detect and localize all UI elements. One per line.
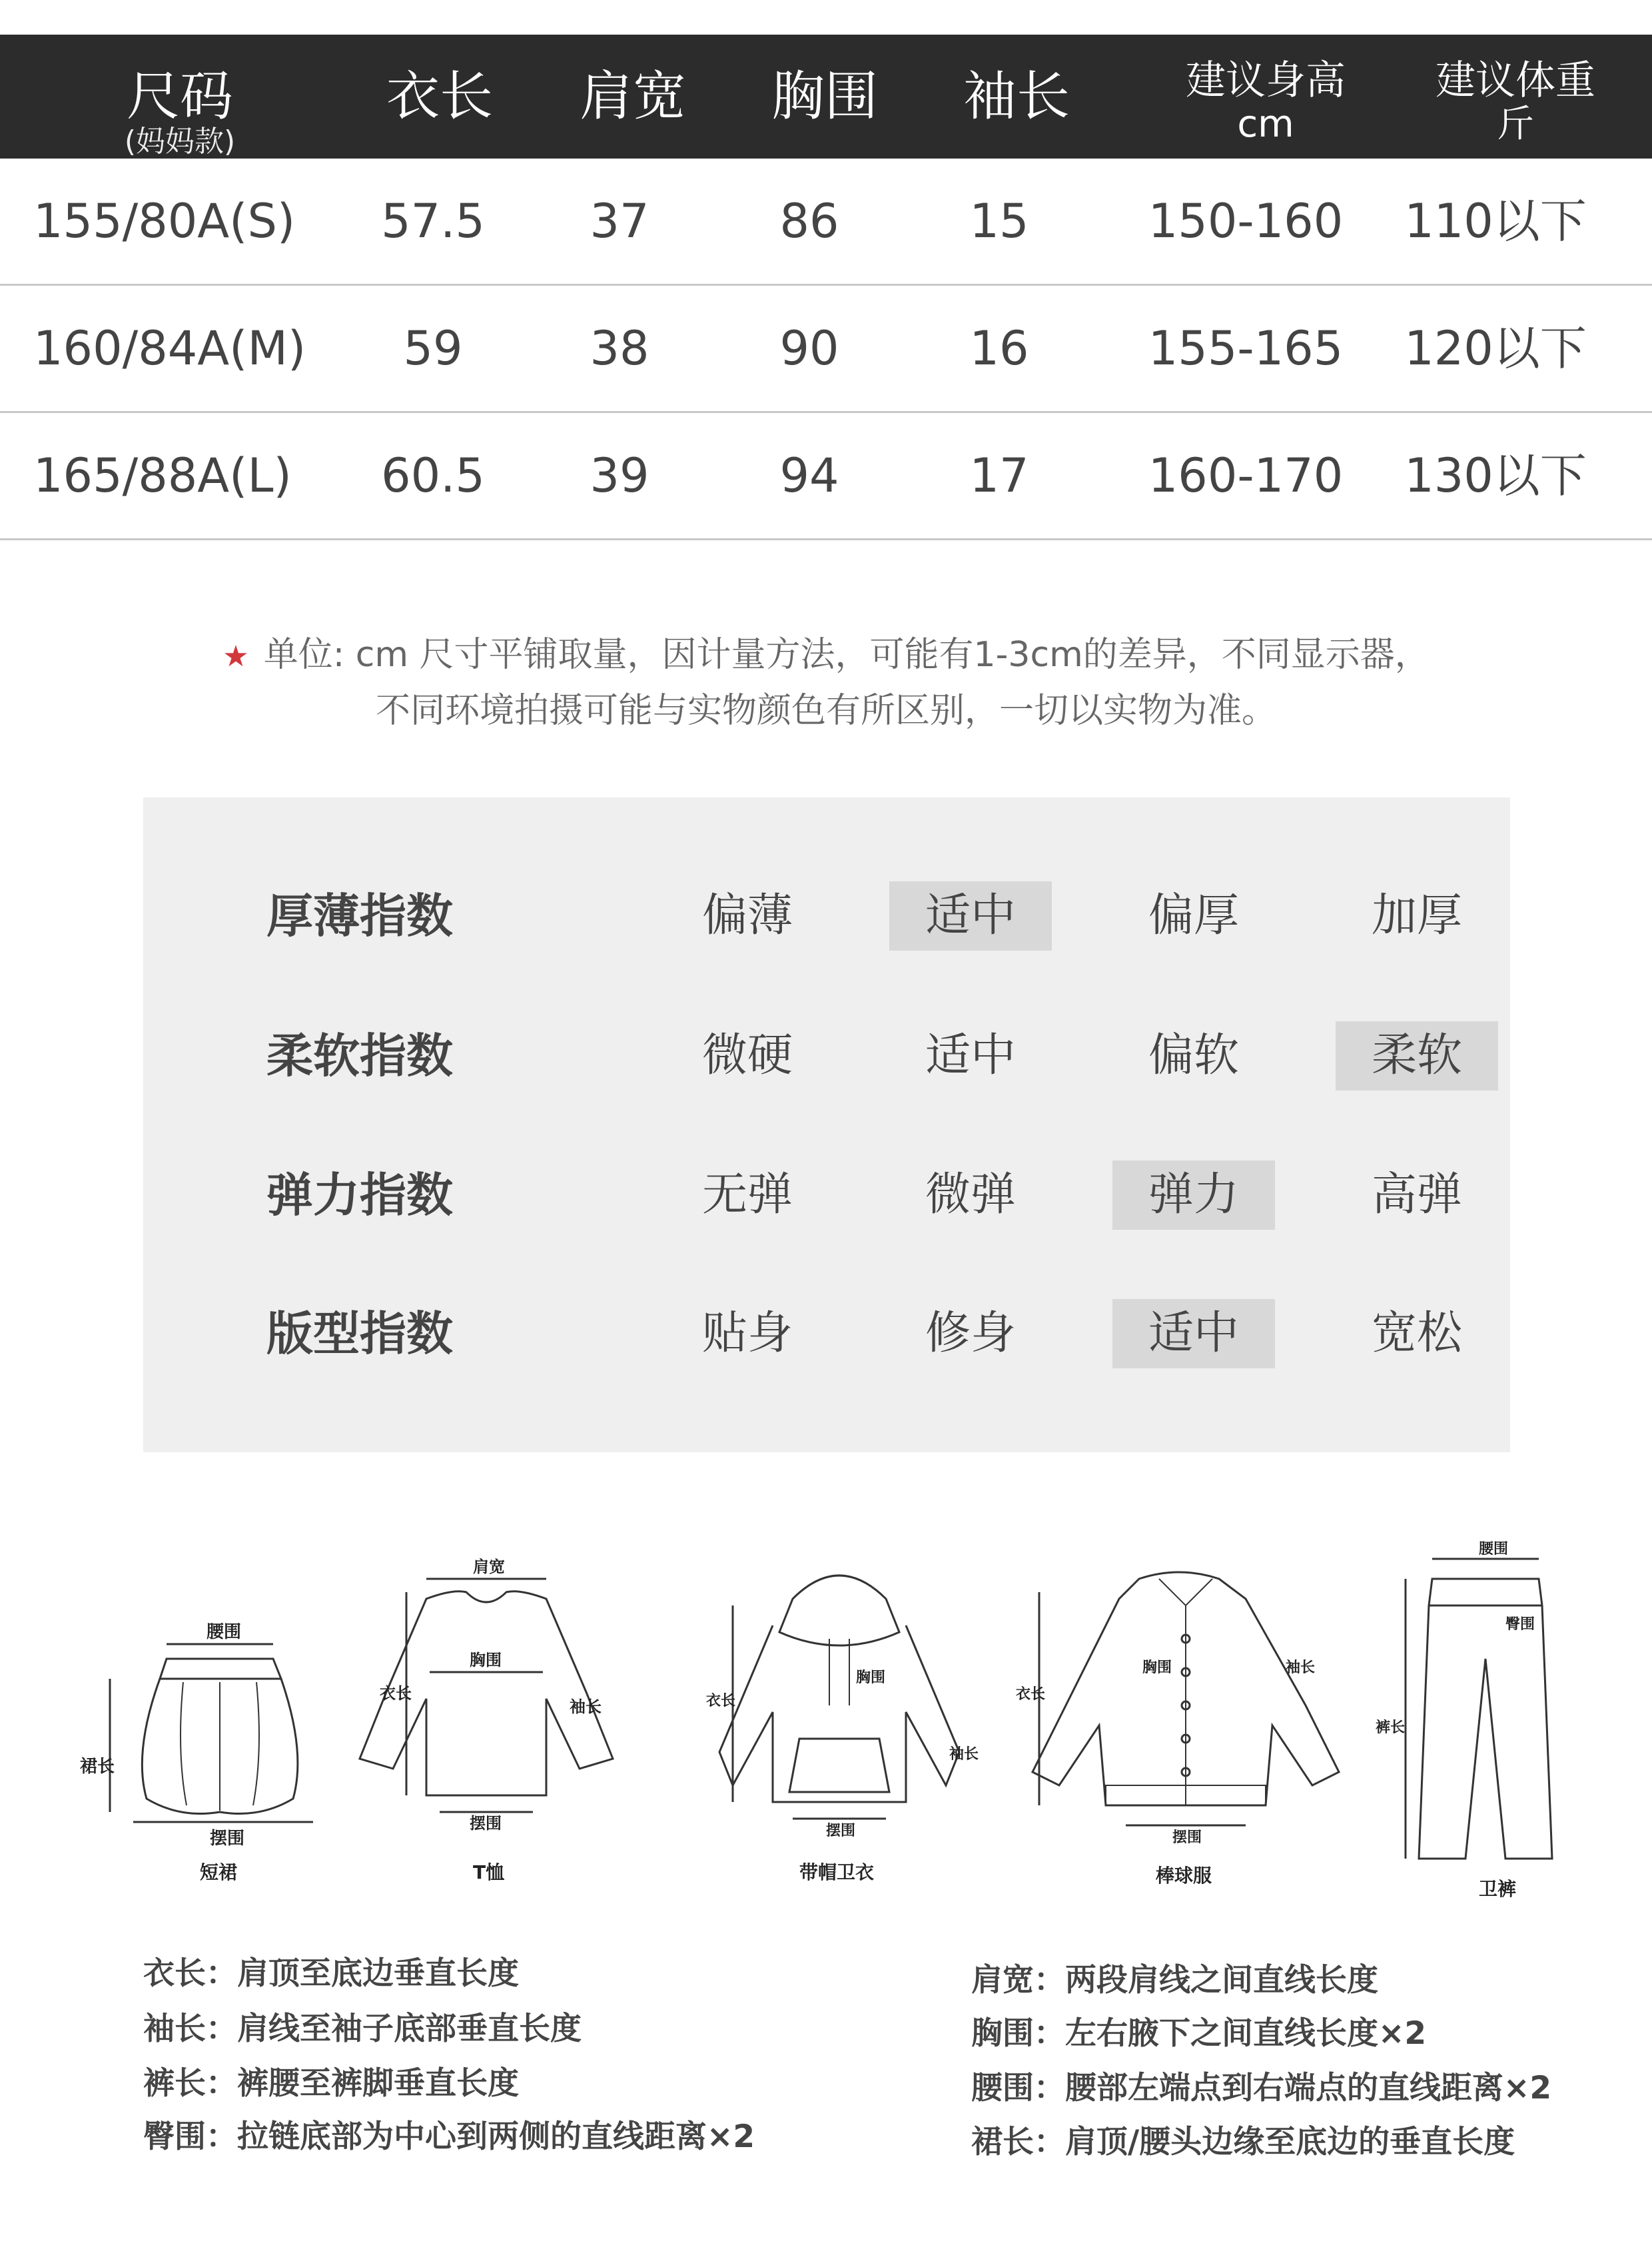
baseball-name: 棒球服 bbox=[1156, 1865, 1212, 1887]
tshirt-name: T恤 bbox=[473, 1861, 505, 1883]
cell-weight: 120以下 bbox=[1404, 321, 1587, 376]
hoodie-length-label: 衣长 bbox=[706, 1693, 736, 1709]
cell-size: 165/88A(L) bbox=[33, 448, 292, 503]
tshirt-sleeve-label: 袖长 bbox=[570, 1697, 602, 1716]
cell-chest: 94 bbox=[779, 448, 839, 503]
tshirt-length-label: 衣长 bbox=[380, 1684, 412, 1703]
header-height-unit: cm bbox=[1237, 103, 1294, 146]
index-option: 无弹 bbox=[701, 1168, 793, 1221]
table-row bbox=[0, 159, 1652, 286]
index-option: 适中 bbox=[925, 1029, 1016, 1082]
hoodie-name: 带帽卫衣 bbox=[799, 1861, 875, 1883]
garment-measurement-diagrams bbox=[67, 1539, 1599, 1912]
index-option: 修身 bbox=[925, 1307, 1016, 1360]
fabric-index-panel bbox=[143, 797, 1510, 1452]
header-size bbox=[100, 35, 260, 159]
hoodie-chest-label: 胸围 bbox=[856, 1669, 886, 1686]
skirt-waist-label: 腰围 bbox=[206, 1622, 242, 1642]
pants-diagram bbox=[1376, 1541, 1552, 1900]
note-text-1: 单位: cm 尺寸平铺取量，因计量方法，可能有1-3cm的差异，不同显示器， bbox=[263, 635, 1430, 675]
header-weight-label: 建议体重 bbox=[1436, 57, 1595, 104]
cell-sleeve: 17 bbox=[969, 448, 1029, 503]
hoodie-sleeve-label: 袖长 bbox=[949, 1746, 979, 1763]
header-chest bbox=[745, 35, 905, 159]
index-option: 柔软 bbox=[1336, 1021, 1498, 1091]
index-option: 偏软 bbox=[1148, 1029, 1239, 1082]
skirt-name: 短裙 bbox=[200, 1861, 238, 1883]
skirt-hem-label: 摆围 bbox=[210, 1829, 245, 1849]
cell-height: 160-170 bbox=[1148, 448, 1344, 503]
table-row bbox=[0, 413, 1652, 540]
definition-item: 袖长：肩线至袖子底部垂直长度 bbox=[143, 2011, 582, 2047]
cell-shoulder: 38 bbox=[590, 321, 649, 376]
cell-length: 57.5 bbox=[381, 194, 485, 248]
pants-length-label: 裤长 bbox=[1376, 1719, 1406, 1736]
note-text-2: 不同环境拍摄可能与实物颜色有所区别，一切以实物为准。 bbox=[375, 691, 1276, 731]
definition-item: 肩宽：两段肩线之间直线长度 bbox=[971, 1962, 1378, 1999]
cell-length: 59 bbox=[403, 321, 463, 376]
baseball-sleeve-label: 袖长 bbox=[1286, 1659, 1316, 1676]
index-option: 适中 bbox=[1112, 1299, 1275, 1368]
table-row bbox=[0, 286, 1652, 413]
cell-weight: 110以下 bbox=[1404, 194, 1587, 248]
header-height-label: 建议身高 bbox=[1186, 57, 1346, 104]
baseball-jacket-diagram bbox=[1016, 1572, 1339, 1887]
header-size-label: 尺码 bbox=[127, 65, 233, 127]
cell-sleeve: 16 bbox=[969, 321, 1029, 376]
header-length bbox=[360, 35, 520, 159]
index-option: 加厚 bbox=[1371, 889, 1462, 942]
cell-height: 155-165 bbox=[1148, 321, 1344, 376]
index-option: 偏厚 bbox=[1148, 889, 1239, 942]
skirt-length-label: 裙长 bbox=[80, 1757, 115, 1777]
index-label-elasticity: 弹力指数 bbox=[266, 1168, 453, 1222]
header-sleeve bbox=[937, 35, 1096, 159]
index-option: 微弹 bbox=[925, 1168, 1016, 1221]
index-label-thickness: 厚薄指数 bbox=[266, 889, 453, 943]
hoodie-hem-label: 摆围 bbox=[826, 1823, 856, 1839]
measurement-note-line2 bbox=[0, 682, 1652, 732]
tshirt-diagram bbox=[360, 1558, 613, 1883]
tshirt-chest-label: 胸围 bbox=[470, 1651, 502, 1669]
index-label-softness: 柔软指数 bbox=[266, 1029, 453, 1083]
hoodie-diagram bbox=[706, 1576, 979, 1883]
header-chest-label: 胸围 bbox=[771, 65, 878, 127]
size-table-header bbox=[0, 35, 1652, 159]
pants-name: 卫裤 bbox=[1479, 1878, 1517, 1900]
cell-shoulder: 37 bbox=[590, 194, 649, 248]
baseball-length-label: 衣长 bbox=[1016, 1686, 1046, 1703]
definition-item: 衣长：肩顶至底边垂直长度 bbox=[143, 1955, 519, 1992]
star-icon: ★ bbox=[222, 640, 249, 674]
cell-shoulder: 39 bbox=[590, 448, 649, 503]
header-size-sublabel: (妈妈款) bbox=[124, 125, 236, 159]
index-option: 偏薄 bbox=[701, 889, 793, 942]
index-option: 高弹 bbox=[1371, 1168, 1462, 1221]
tshirt-hem-label: 摆围 bbox=[470, 1814, 502, 1833]
skirt-diagram bbox=[80, 1622, 313, 1883]
pants-waist-label: 腰围 bbox=[1479, 1541, 1509, 1558]
definition-item: 臀围：拉链底部为中心到两侧的直线距离×2 bbox=[143, 2118, 755, 2155]
definition-item: 裤长：裤腰至裤脚垂直长度 bbox=[143, 2065, 519, 2102]
cell-sleeve: 15 bbox=[969, 194, 1029, 248]
definition-item: 裙长：肩顶/腰头边缘至底边的垂直长度 bbox=[971, 2124, 1515, 2160]
index-option: 宽松 bbox=[1371, 1307, 1462, 1360]
cell-height: 150-160 bbox=[1148, 194, 1344, 248]
cell-size: 155/80A(S) bbox=[33, 194, 296, 248]
index-option: 微硬 bbox=[701, 1029, 793, 1082]
cell-weight: 130以下 bbox=[1404, 448, 1587, 503]
pants-hip-label: 臀围 bbox=[1505, 1616, 1535, 1633]
index-option: 贴身 bbox=[701, 1307, 793, 1360]
baseball-chest-label: 胸围 bbox=[1142, 1659, 1172, 1676]
definition-item: 腰围：腰部左端点到右端点的直线距离×2 bbox=[971, 2070, 1552, 2106]
index-option: 适中 bbox=[889, 881, 1052, 951]
measurement-note-line1 bbox=[0, 626, 1652, 676]
tshirt-shoulder-label: 肩宽 bbox=[473, 1558, 505, 1576]
header-shoulder bbox=[553, 35, 713, 159]
index-label-fit: 版型指数 bbox=[266, 1306, 453, 1361]
baseball-hem-label: 摆围 bbox=[1172, 1829, 1202, 1846]
header-height bbox=[1159, 35, 1372, 159]
cell-chest: 86 bbox=[779, 194, 839, 248]
header-length-label: 衣长 bbox=[386, 65, 493, 127]
header-sleeve-label: 袖长 bbox=[963, 65, 1070, 127]
header-weight-unit: 斤 bbox=[1497, 103, 1534, 146]
header-weight bbox=[1409, 35, 1622, 159]
definition-item: 胸围：左右腋下之间直线长度×2 bbox=[971, 2015, 1427, 2052]
cell-size: 160/84A(M) bbox=[33, 321, 306, 376]
header-shoulder-label: 肩宽 bbox=[580, 65, 686, 127]
cell-length: 60.5 bbox=[381, 448, 485, 503]
cell-chest: 90 bbox=[779, 321, 839, 376]
index-option: 弹力 bbox=[1112, 1160, 1275, 1230]
